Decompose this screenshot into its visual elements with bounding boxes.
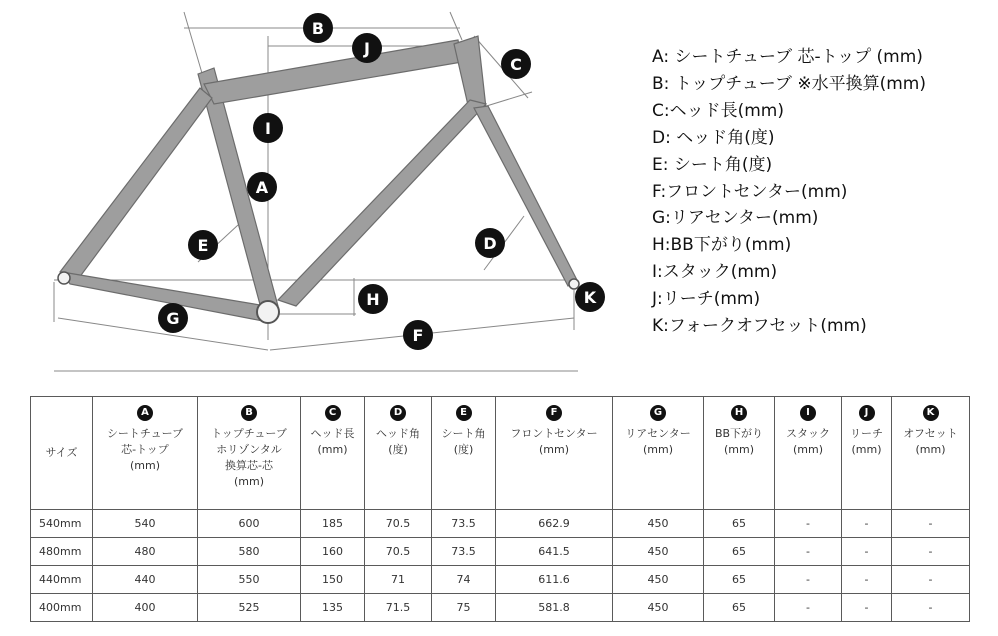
legend-item-c: C:ヘッド長(mm): [652, 100, 784, 121]
table-row: [31, 510, 970, 538]
table-cell: 135: [301, 594, 365, 622]
header-h-line-1: BB下がり: [714, 427, 764, 440]
svg-text:C: C: [510, 55, 522, 74]
table-cell: 581.8: [496, 594, 613, 622]
badge-h-icon: H: [731, 405, 747, 421]
svg-text:G: G: [166, 309, 180, 328]
bottom-bracket: [257, 301, 279, 323]
header-g-line-1: リアセンター: [625, 427, 691, 440]
header-e-line-1: シート角: [441, 427, 486, 440]
table-cell: 150: [301, 566, 365, 594]
badge-f-icon: F: [546, 405, 562, 421]
header-e-line-2: (度): [453, 443, 474, 456]
header-f-line-2: (mm): [538, 443, 569, 456]
marker-g: [158, 303, 188, 333]
badge-d-icon: D: [390, 405, 406, 421]
svg-text:K: K: [583, 288, 597, 307]
legend-item-h: H:BB下がり(mm): [652, 235, 792, 256]
table-cell: 662.9: [496, 510, 613, 538]
table-cell: 73.5: [432, 538, 496, 566]
header-i-line-2: (mm): [792, 443, 823, 456]
table-cell: 600: [198, 510, 301, 538]
front-dropout: [569, 279, 579, 289]
table-cell: -: [892, 566, 970, 594]
header-a-line-1: シートチューブ: [106, 427, 184, 440]
header-b: [198, 397, 301, 510]
dimension-legend: [652, 44, 926, 340]
header-c-line-1: ヘッド長: [310, 427, 355, 440]
table-cell: 71: [365, 566, 432, 594]
seat-stay: [60, 88, 212, 282]
header-b-line-1: トップチューブ: [211, 427, 287, 440]
table-cell: 75: [432, 594, 496, 622]
svg-text:H: H: [366, 290, 380, 309]
table-cell: 580: [198, 538, 301, 566]
marker-h: [358, 284, 388, 314]
header-a: [93, 397, 198, 510]
table-cell: 450: [613, 538, 704, 566]
svg-text:D: D: [483, 234, 497, 253]
header-d: [365, 397, 432, 510]
table-cell: -: [842, 566, 892, 594]
table-cell: -: [842, 510, 892, 538]
legend-item-b: B: トップチューブ ※水平換算(mm): [652, 73, 926, 94]
badge-c-icon: C: [325, 405, 341, 421]
marker-a: [247, 172, 277, 202]
header-k-line-1: オフセット: [903, 427, 958, 440]
marker-j: [352, 33, 382, 63]
frame-geometry-diagram: [0, 0, 640, 380]
frame-tubes: [60, 36, 578, 322]
svg-text:I: I: [265, 119, 271, 138]
table-cell: 480: [93, 538, 198, 566]
table-cell: 65: [704, 538, 775, 566]
legend-item-d: D: ヘッド角(度): [652, 127, 775, 148]
down-tube: [278, 100, 486, 306]
table-cell: 450: [613, 510, 704, 538]
legend-item-g: G:リアセンター(mm): [652, 208, 819, 229]
table-cell: 540: [93, 510, 198, 538]
header-j-line-1: リーチ: [850, 427, 883, 440]
fork: [474, 106, 578, 286]
table-cell: 71.5: [365, 594, 432, 622]
header-c: [301, 397, 365, 510]
table-cell: -: [775, 594, 842, 622]
header-g: [613, 397, 704, 510]
table-cell: 160: [301, 538, 365, 566]
legend-item-k: K:フォークオフセット(mm): [652, 316, 867, 337]
header-f: [496, 397, 613, 510]
table-cell: 65: [704, 510, 775, 538]
table-cell: 65: [704, 594, 775, 622]
marker-b: [303, 13, 333, 43]
table-cell: -: [775, 510, 842, 538]
header-f-line-1: フロントセンター: [510, 427, 598, 440]
svg-text:J: J: [364, 39, 370, 58]
table-cell: 550: [198, 566, 301, 594]
size-cell: 400mm: [31, 594, 93, 622]
header-a-line-2: 芯-トップ: [121, 443, 169, 456]
geometry-spec-table: [30, 396, 970, 622]
header-c-line-2: (mm): [317, 443, 348, 456]
header-k: [892, 397, 970, 510]
table-row: [31, 538, 970, 566]
header-g-line-2: (mm): [642, 443, 673, 456]
header-i-line-1: スタック: [786, 427, 830, 440]
marker-e: [188, 230, 218, 260]
header-d-line-1: ヘッド角: [376, 427, 420, 440]
table-cell: -: [775, 538, 842, 566]
svg-text:B: B: [311, 19, 325, 38]
marker-k: [575, 282, 605, 312]
header-k-line-2: (mm): [915, 443, 946, 456]
table-row: [31, 594, 970, 622]
header-j: [842, 397, 892, 510]
table-cell: -: [775, 566, 842, 594]
svg-text:A: A: [255, 178, 269, 197]
header-h-line-2: (mm): [723, 443, 754, 456]
marker-i: [253, 113, 283, 143]
table-cell: -: [892, 510, 970, 538]
size-cell: 480mm: [31, 538, 93, 566]
table-cell: -: [842, 538, 892, 566]
table-cell: 450: [613, 594, 704, 622]
marker-c: [501, 49, 531, 79]
table-cell: 74: [432, 566, 496, 594]
table-cell: 73.5: [432, 510, 496, 538]
badge-a-icon: A: [137, 405, 153, 421]
header-d-line-2: (度): [388, 443, 408, 456]
table-cell: 525: [198, 594, 301, 622]
header-j-line-2: (mm): [851, 443, 882, 456]
size-cell: 440mm: [31, 566, 93, 594]
table-cell: 70.5: [365, 538, 432, 566]
badge-e-icon: E: [456, 405, 472, 421]
top-tube: [204, 40, 462, 104]
size-header: サイズ: [31, 397, 93, 510]
table-cell: 641.5: [496, 538, 613, 566]
badge-i-icon: I: [800, 405, 816, 421]
badge-g-icon: G: [650, 405, 666, 421]
table-row: [31, 566, 970, 594]
svg-text:E: E: [197, 236, 209, 255]
legend-item-a: A: シートチューブ 芯-トップ (mm): [652, 47, 923, 67]
header-h: [704, 397, 775, 510]
table-cell: 440: [93, 566, 198, 594]
marker-d: [475, 228, 505, 258]
table-cell: 450: [613, 566, 704, 594]
table-cell: 611.6: [496, 566, 613, 594]
size-cell: 540mm: [31, 510, 93, 538]
table-cell: -: [892, 594, 970, 622]
table-cell: 400: [93, 594, 198, 622]
header-a-line-3: (mm): [129, 459, 160, 472]
table-cell: -: [842, 594, 892, 622]
legend-item-e: E: シート角(度): [652, 154, 773, 175]
badge-b-icon: B: [241, 405, 257, 421]
header-b-line-3: 換算芯-芯: [225, 459, 273, 472]
legend-item-f: F:フロントセンター(mm): [652, 181, 848, 202]
table-cell: 185: [301, 510, 365, 538]
table-cell: -: [892, 538, 970, 566]
rear-dropout: [58, 272, 70, 284]
svg-text:F: F: [412, 326, 424, 345]
badge-k-icon: K: [923, 405, 939, 421]
table-cell: 65: [704, 566, 775, 594]
header-b-line-2: ホリゾンタル: [216, 443, 282, 456]
table-header-row: [31, 397, 970, 510]
bike-frame-illustration: [0, 0, 640, 380]
legend-item-j: J:リーチ(mm): [652, 289, 761, 310]
header-i: [775, 397, 842, 510]
badge-j-icon: J: [859, 405, 875, 421]
header-e: [432, 397, 496, 510]
table-cell: 70.5: [365, 510, 432, 538]
legend-item-i: I:スタック(mm): [652, 262, 778, 283]
header-b-line-4: (mm): [233, 475, 264, 488]
marker-f: [403, 320, 433, 350]
